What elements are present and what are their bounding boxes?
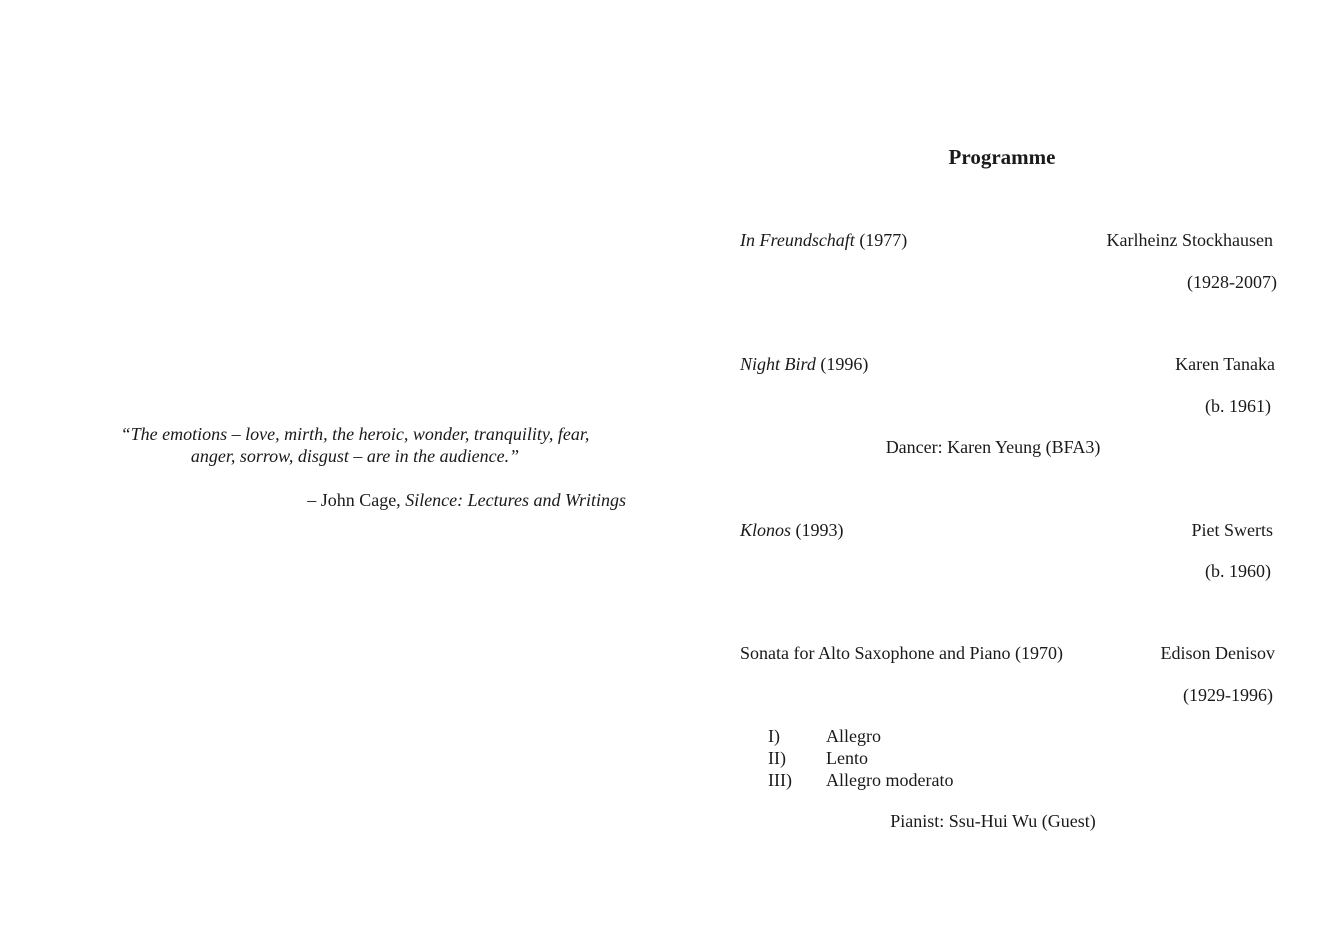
work-1-title: [740, 230, 907, 251]
attribution-source: Silence: Lectures and Writings: [405, 490, 626, 510]
work-4-composer: Edison Denisov: [1160, 643, 1275, 663]
work-year: (1996): [815, 354, 869, 374]
movement-name: Allegro: [826, 726, 881, 746]
work-title-text: In Freundschaft: [740, 230, 855, 250]
quote-line-2: anger, sorrow, disgust – are in the audience.”: [190, 446, 520, 466]
work-title-text: Klonos: [740, 520, 792, 540]
quote-attribution: [307, 490, 626, 511]
movement-name: Lento: [826, 748, 868, 768]
work-year: (1977): [854, 230, 908, 250]
movement-number: III): [768, 770, 792, 790]
work-4-title: Sonata for Alto Saxophone and Piano (1970): [740, 643, 1063, 663]
work-2-title: [740, 354, 868, 375]
work-2-performer: Dancer: Karen Yeung (BFA3): [885, 437, 1101, 457]
work-year: (1993): [791, 520, 844, 540]
work-1-composer: Karlheinz Stockhausen: [1106, 230, 1273, 250]
work-2-composer: Karen Tanaka: [1175, 354, 1275, 374]
work-3-composer: Piet Swerts: [1191, 520, 1273, 540]
quote-line-1: “The emotions – love, mirth, the heroic, wonder, tranquility, fear,: [120, 424, 590, 444]
work-2-dates: (b. 1961): [1205, 396, 1271, 416]
work-title-text: Night Bird: [740, 354, 816, 374]
movement-number: II): [768, 748, 786, 768]
work-3-dates: (b. 1960): [1205, 561, 1271, 581]
movement-name: Allegro moderato: [826, 770, 954, 790]
programme-title: Programme: [948, 145, 1056, 169]
movement-number: I): [768, 726, 780, 746]
work-4-performer: Pianist: Ssu-Hui Wu (Guest): [890, 811, 1096, 831]
attribution-author: – John Cage,: [307, 490, 406, 510]
work-1-dates: (1928-2007): [1187, 272, 1277, 292]
work-4-dates: (1929-1996): [1183, 685, 1273, 705]
work-3-title: [740, 520, 844, 541]
